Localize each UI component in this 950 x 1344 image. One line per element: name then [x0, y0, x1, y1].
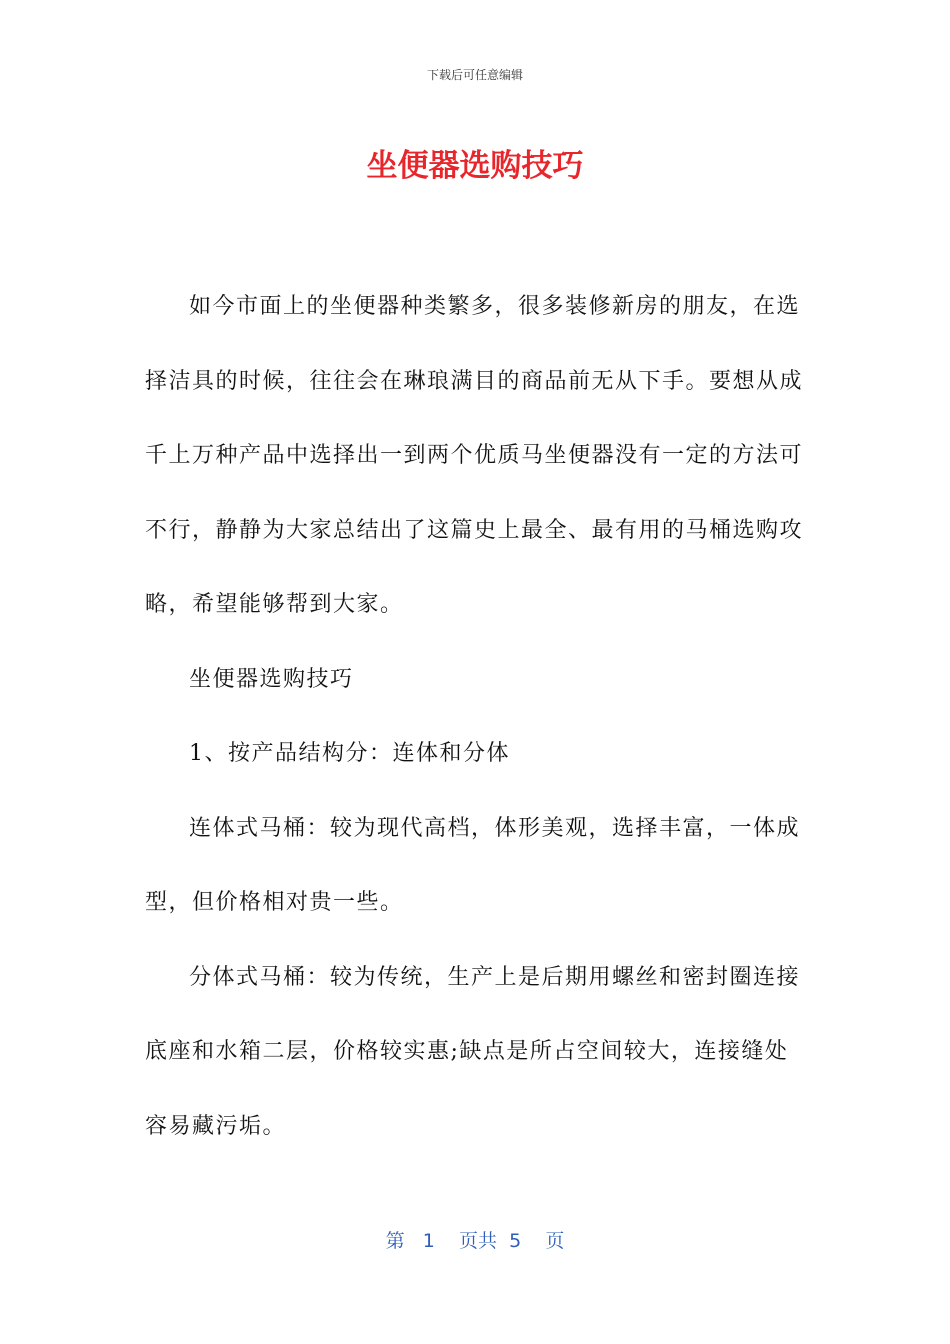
page-number: 1	[422, 1230, 435, 1252]
header-note: 下载后可任意编辑	[426, 68, 523, 82]
paragraph-item-1: 1、按产品结构分：连体和分体	[189, 741, 510, 766]
paragraph-two-piece: 分体式马桶：较为传统，生产上是后期用螺丝和密封圈连接底座和水箱二层，价格较实惠;缺点是所占空间较大，连接缝处容易藏污垢。	[145, 964, 801, 1139]
page-middle: 页共	[459, 1230, 498, 1252]
paragraph-one-piece: 连体式马桶：较为现代高档，体形美观，选择丰富，一体成型，但价格相对贵一些。	[145, 815, 801, 915]
document-title: 坐便器选购技巧	[366, 148, 584, 184]
page-suffix: 页	[545, 1230, 565, 1252]
paragraph-intro: 如今市面上的坐便器种类繁多，很多装修新房的朋友，在选择洁具的时候，往往会在琳琅满目的商品前无从下手。要想从成千上万种产品中选择出一到两个优质马坐便器没有一定的方法可不行，静静为大家总结出了这篇史上最全、最有用的马桶选购攻略，希望能够帮到大家。	[145, 294, 804, 617]
page-total: 5	[509, 1230, 522, 1252]
document-body	[145, 270, 805, 1164]
page-footer	[0, 1226, 950, 1253]
paragraph-section-heading: 坐便器选购技巧	[189, 666, 354, 692]
page-prefix: 第	[385, 1230, 405, 1252]
